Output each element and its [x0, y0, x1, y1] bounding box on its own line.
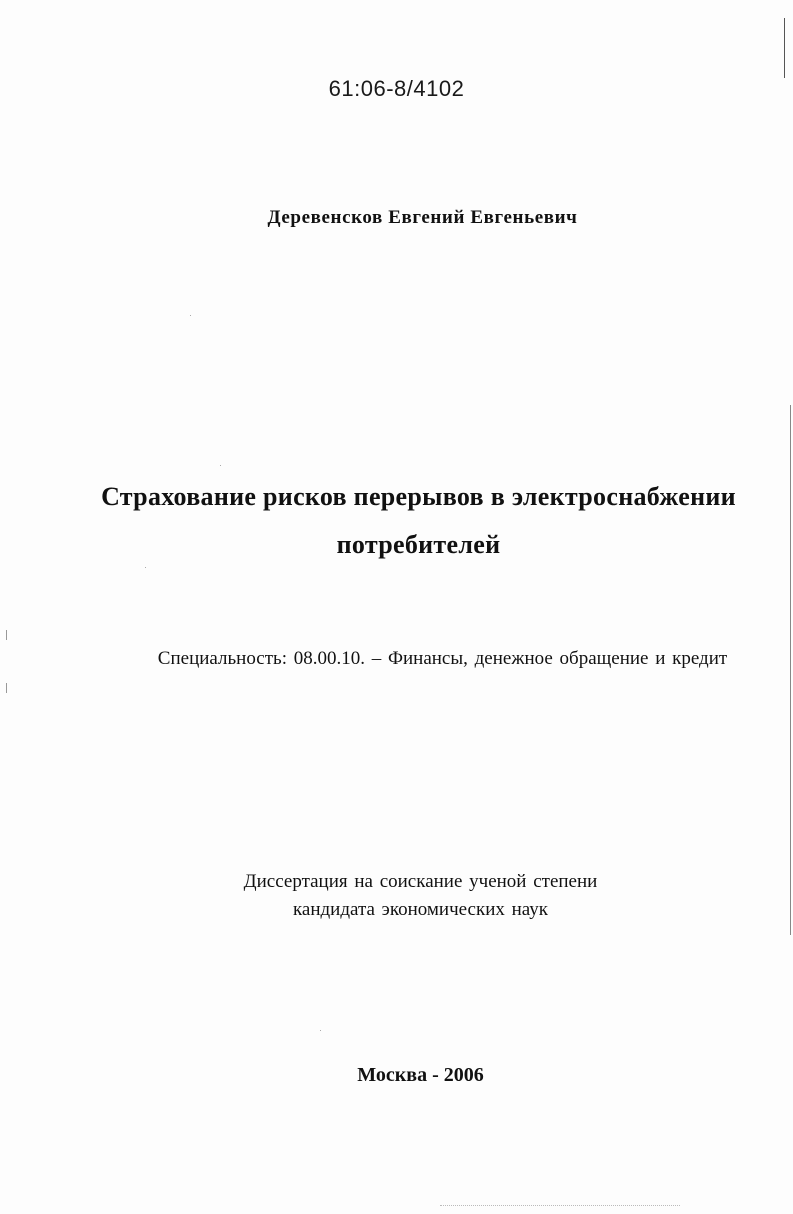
scan-edge-mark — [6, 630, 7, 640]
degree-statement-line-2: кандидата экономических наук — [292, 899, 549, 920]
dissertation-title-line-1: Страхование рисков перерывов в электроснабжении — [101, 482, 736, 511]
library-call-number: 61:06-8/4102 — [328, 76, 465, 101]
author-name: Деревенсков Евгений Евгеньевич — [267, 207, 578, 228]
city-and-year: Москва - 2006 — [357, 1064, 484, 1086]
scan-speck — [190, 315, 191, 316]
scan-speck — [220, 465, 221, 466]
scan-bottom-dots — [440, 1205, 680, 1208]
scan-edge-mark — [784, 18, 785, 78]
degree-statement-line-1: Диссертация на соискание ученой степени — [243, 871, 598, 892]
scan-speck — [320, 1030, 321, 1031]
scan-speck — [145, 567, 146, 568]
scan-edge-mark — [6, 683, 7, 693]
dissertation-title-line-2: потребителей — [336, 530, 501, 559]
specialty-line: Специальность: 08.00.10. – Финансы, денежное обращение и кредит — [157, 648, 728, 669]
